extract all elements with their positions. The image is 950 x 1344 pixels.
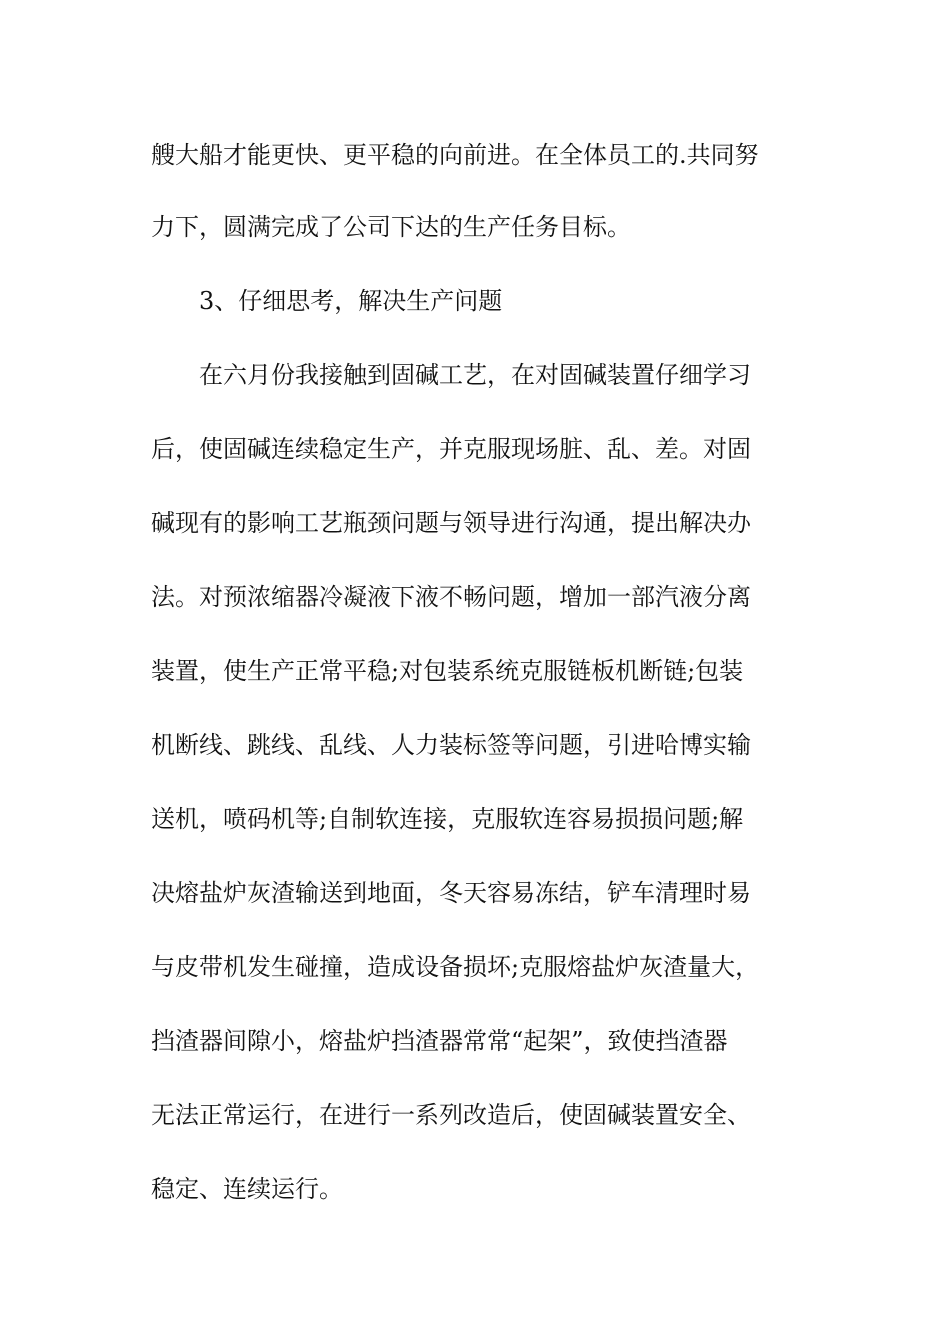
text-line: 装置，使生产正常平稳;对包装系统克服链板机断链;包装 <box>151 657 744 685</box>
text-line: 后，使固碱连续稳定生产，并克服现场脏、乱、差。对固 <box>151 435 751 463</box>
text-line: 无法正常运行，在进行一系列改造后，使固碱装置安全、 <box>151 1101 751 1129</box>
text-line: 送机，喷码机等;自制软连接，克服软连容易损损问题;解 <box>151 805 744 833</box>
text-line: 稳定、连续运行。 <box>151 1175 343 1203</box>
text-line: 机断线、跳线、乱线、人力装标签等问题，引进哈博实输 <box>151 731 751 759</box>
text-line: 与皮带机发生碰撞，造成设备损坏;克服熔盐炉灰渣量大， <box>151 953 760 981</box>
paragraph-first-line: 在六月份我接触到固碱工艺，在对固碱装置仔细学习 <box>199 361 751 389</box>
text-line: 法。对预浓缩器冷凝液下液不畅问题，增加一部汽液分离 <box>151 583 751 611</box>
text-line: 碱现有的影响工艺瓶颈问题与领导进行沟通，提出解决办 <box>151 509 751 537</box>
text-line: 挡渣器间隙小，熔盐炉挡渣器常常“起架”，致使挡渣器 <box>151 1027 728 1055</box>
text-line: 力下，圆满完成了公司下达的生产任务目标。 <box>151 213 631 241</box>
text-line: 艘大船才能更快、更平稳的向前进。在全体员工的.共同努 <box>151 141 759 169</box>
text-line: 决熔盐炉灰渣输送到地面，冬天容易冻结，铲车清理时易 <box>151 879 751 907</box>
section-heading: 3、仔细思考，解决生产问题 <box>199 287 503 315</box>
